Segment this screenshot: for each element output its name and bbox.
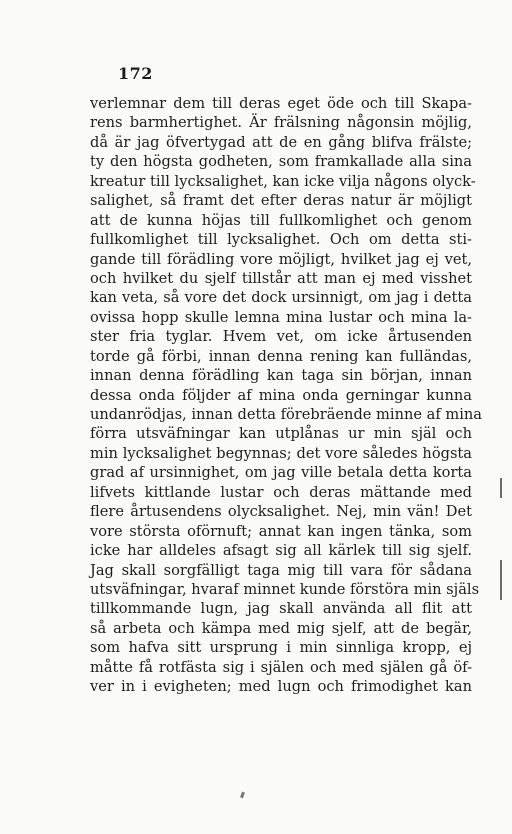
text-line: salighet, så framt det efter deras natur är möjligt [90, 192, 472, 210]
text-line: Jag skall sorgfälligt taga mig till vara för sådana [90, 561, 472, 579]
text-line: min lycksalighet begynnas; det vore således högsta [90, 444, 472, 462]
text-line: gande till förädling vore möjligt, hvilket jag ej vet, [90, 250, 472, 268]
text-line: rens barmhertighet. Är frälsning någonsin möjlig, [90, 114, 472, 132]
text-line: och hvilket du sjelf tillstår att man ej med visshet [90, 269, 472, 287]
scan-edge-mark [500, 560, 502, 600]
text-line: vore största oförnuft; annat kan ingen tänka, som [90, 522, 472, 540]
text-line: utsväfningar, hvaraf minnet kunde förstöra min själs [90, 580, 480, 598]
print-speck [240, 792, 245, 799]
text-line: att de kunna höjas till fullkomlighet och genom [90, 211, 472, 229]
text-line: tillkommande lugn, jag skall använda all flit att [90, 600, 472, 618]
scan-edge-mark [500, 478, 502, 498]
text-line: så arbeta och kämpa med mig sjelf, att de begär, [90, 619, 472, 637]
page-number: 172 [118, 64, 153, 83]
text-line: fullkomlighet till lycksalighet. Och om detta sti- [90, 231, 472, 249]
text-line: flere årtusendens olycksalighet. Nej, min vän! Det [90, 503, 472, 521]
text-line: grad af ursinnighet, om jag ville betala detta korta [90, 464, 472, 482]
text-line: ty den högsta godheten, som framkallade alla sina [90, 153, 472, 171]
text-line: då är jag öfvertygad att de en gång blifva frälste; [90, 133, 472, 151]
text-line: kreatur till lycksalighet, kan icke vilja någons olyck- [90, 172, 476, 190]
text-line: ovissa hopp skulle lemna mina lustar och mina la- [90, 308, 472, 326]
text-line: ver in i evigheten; med lugn och frimodighet kan [90, 678, 472, 696]
text-line: förra utsväfningar kan utplånas ur min själ och [90, 425, 472, 443]
text-line: som hafva sitt ursprung i min sinnliga kropp, ej [90, 639, 472, 657]
text-line: kan veta, så vore det dock ursinnigt, om jag i detta [90, 289, 472, 307]
body-text [90, 94, 482, 697]
text-line: dessa onda följder af mina onda gerningar kunna [90, 386, 472, 404]
text-line: lifvets kittlande lustar och deras mättande med [90, 483, 472, 501]
text-line: ster fria tyglar. Hvem vet, om icke årtusenden [90, 328, 472, 346]
text-line: undanrödjas, innan detta förebräende minne af mina [90, 406, 482, 423]
text-line: icke har alldeles afsagt sig all kärlek till sig sjelf. [90, 542, 472, 560]
text-line: torde gå förbi, innan denna rening kan fulländas, [90, 347, 472, 365]
text-line: innan denna förädling kan taga sin början, innan [90, 367, 472, 385]
text-line: verlemnar dem till deras eget öde och till Skapa- [90, 95, 472, 112]
text-line: måtte få rotfästa sig i själen och med själen gå öf- [90, 658, 472, 676]
